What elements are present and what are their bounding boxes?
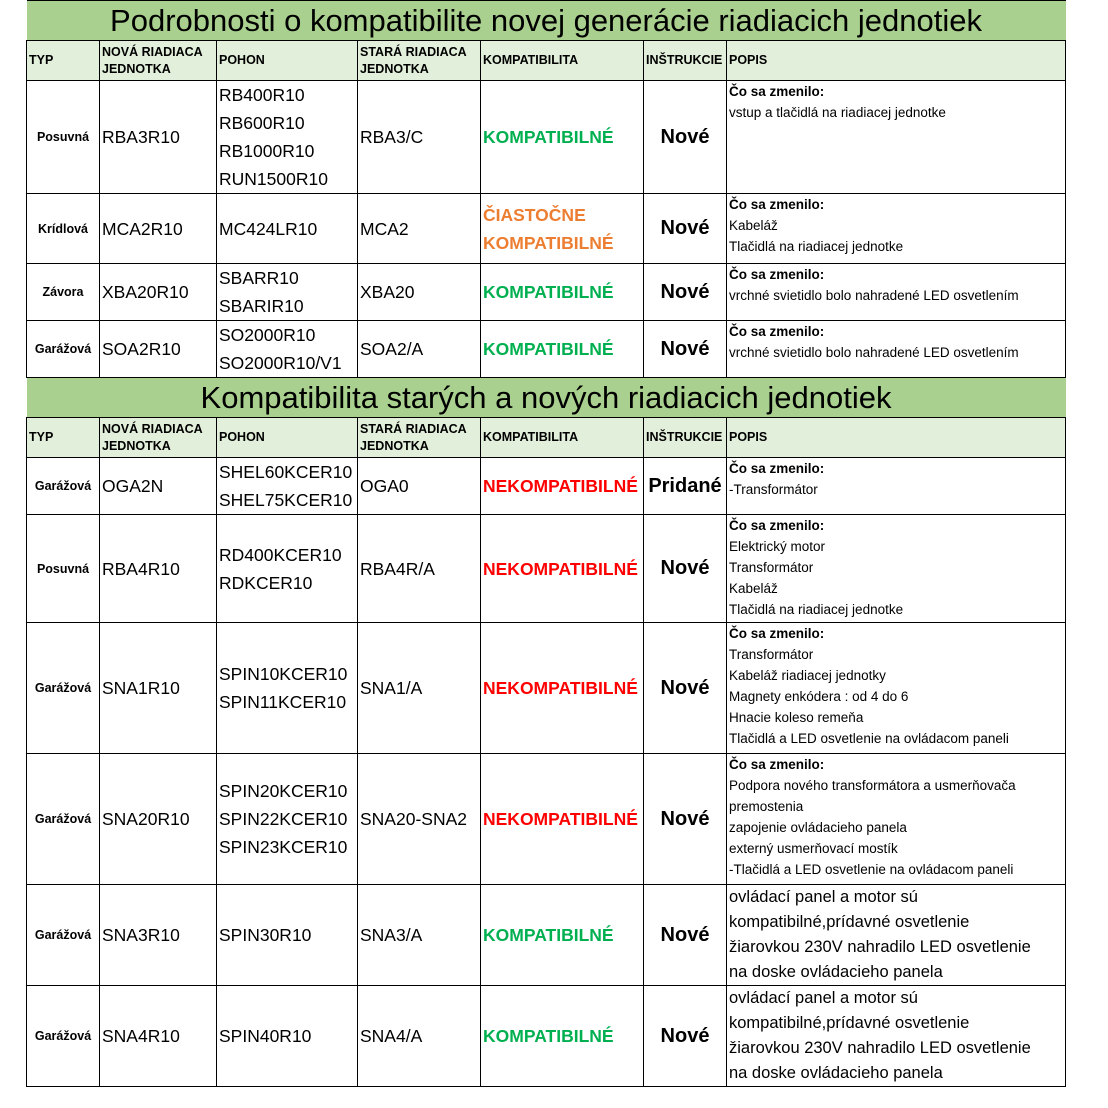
- description-cell: [727, 458, 1066, 515]
- column-header: STARÁ RIADIACA JEDNOTKA: [358, 41, 481, 81]
- drive-cell: [217, 81, 358, 194]
- description-cell: [727, 754, 1066, 885]
- new-unit-cell: SOA2R10: [100, 321, 217, 378]
- drive-cell: [217, 754, 358, 885]
- old-unit-cell: RBA4R/A: [358, 515, 481, 623]
- description-line: Elektrický motor: [729, 539, 826, 554]
- description-line: Kabeláž: [729, 218, 778, 233]
- table-row: [27, 81, 1066, 194]
- type-cell: Závora: [27, 264, 100, 321]
- drive-model: SO2000R10/V1: [219, 353, 342, 373]
- drive-model: SPIN40R10: [219, 1026, 312, 1046]
- column-header: POHON: [217, 418, 358, 458]
- header-row: [27, 41, 1066, 81]
- section-title: Podrobnosti o kompatibilite novej generácie riadiacich jednotiek: [27, 1, 1066, 41]
- compatibility-status: NEKOMPATIBILNÉ: [483, 809, 638, 829]
- instructions-cell: Nové: [644, 623, 727, 754]
- new-unit-cell: XBA20R10: [100, 264, 217, 321]
- description-line: Tlačidlá na riadiacej jednotke: [729, 602, 904, 617]
- table-row: [27, 986, 1066, 1087]
- description-cell: [727, 515, 1066, 623]
- compatibility-cell: [481, 458, 644, 515]
- description-heading: Čo sa zmenilo:: [729, 84, 825, 99]
- old-unit-cell: RBA3/C: [358, 81, 481, 194]
- table-row: [27, 264, 1066, 321]
- description-line: vstup a tlačidlá na riadiacej jednotke: [729, 105, 946, 120]
- column-header: POHON: [217, 41, 358, 81]
- type-cell: Garážová: [27, 458, 100, 515]
- description-cell: [727, 623, 1066, 754]
- description-line: kompatibilné,prídavné osvetlenie: [729, 1014, 970, 1032]
- description-line: zapojenie ovládacieho panela: [729, 820, 907, 835]
- old-unit-cell: SOA2/A: [358, 321, 481, 378]
- instructions-cell: Pridané: [644, 458, 727, 515]
- compatibility-cell: [481, 986, 644, 1087]
- description-heading: Čo sa zmenilo:: [729, 197, 825, 212]
- old-unit-cell: OGA0: [358, 458, 481, 515]
- description-cell: [727, 321, 1066, 378]
- old-unit-cell: SNA3/A: [358, 885, 481, 986]
- header-row: [27, 418, 1066, 458]
- type-cell: Garážová: [27, 623, 100, 754]
- compatibility-status: KOMPATIBILNÉ: [483, 232, 614, 253]
- description-line: -Tlačidlá a LED osvetlenie na ovládacom paneli: [729, 862, 1014, 877]
- type-cell: Garážová: [27, 986, 100, 1087]
- compatibility-status: KOMPATIBILNÉ: [483, 925, 614, 945]
- compatibility-cell: [481, 321, 644, 378]
- drive-model: SPIN22KCER10: [219, 809, 348, 829]
- description-line: Transformátor: [729, 647, 814, 662]
- drive-model: RDKCER10: [219, 572, 313, 593]
- drive-model: RUN1500R10: [219, 169, 328, 189]
- description-line: na doske ovládacieho panela: [729, 963, 943, 981]
- description-cell: [727, 194, 1066, 264]
- description-cell: [727, 264, 1066, 321]
- new-unit-cell: SNA3R10: [100, 885, 217, 986]
- compatibility-status: NEKOMPATIBILNÉ: [483, 476, 638, 496]
- old-unit-cell: MCA2: [358, 194, 481, 264]
- drive-model: SO2000R10: [219, 325, 316, 345]
- description-cell: [727, 81, 1066, 194]
- compatibility-cell: [481, 754, 644, 885]
- description-line: vrchné svietidlo bolo nahradené LED osvetlením: [729, 288, 1019, 303]
- type-cell: Posuvná: [27, 81, 100, 194]
- drive-model: SHEL60KCER10: [219, 462, 353, 482]
- column-header: KOMPATIBILITA: [481, 41, 644, 81]
- new-unit-cell: RBA3R10: [100, 81, 217, 194]
- compatibility-cell: [481, 81, 644, 194]
- drive-model: MC424LR10: [219, 218, 318, 239]
- old-unit-cell: SNA1/A: [358, 623, 481, 754]
- drive-model: RB1000R10: [219, 141, 315, 161]
- type-cell: Krídlová: [27, 194, 100, 264]
- table-row: [27, 515, 1066, 623]
- description-line: Transformátor: [729, 560, 814, 575]
- column-header: NOVÁ RIADIACA JEDNOTKA: [100, 418, 217, 458]
- compatibility-status: KOMPATIBILNÉ: [483, 127, 614, 147]
- drive-cell: [217, 458, 358, 515]
- section-title: Kompatibilita starých a nových riadiacich jednotiek: [27, 378, 1066, 418]
- description-line: ovládací panel a motor sú: [729, 989, 918, 1007]
- instructions-cell: Nové: [644, 885, 727, 986]
- new-unit-cell: SNA4R10: [100, 986, 217, 1087]
- drive-cell: [217, 515, 358, 623]
- instructions-cell: Nové: [644, 264, 727, 321]
- drive-model: SHEL75KCER10: [219, 490, 353, 510]
- type-cell: Posuvná: [27, 515, 100, 623]
- compatibility-table: [26, 0, 1066, 1087]
- column-header: NOVÁ RIADIACA JEDNOTKA: [100, 41, 217, 81]
- new-unit-cell: SNA20R10: [100, 754, 217, 885]
- old-unit-cell: SNA20-SNA2: [358, 754, 481, 885]
- description-heading: Čo sa zmenilo:: [729, 626, 825, 641]
- old-unit-cell: XBA20: [358, 264, 481, 321]
- column-header: INŠTRUKCIE: [644, 418, 727, 458]
- description-line: vrchné svietidlo bolo nahradené LED osvetlením: [729, 345, 1019, 360]
- table-row: [27, 458, 1066, 515]
- old-unit-cell: SNA4/A: [358, 986, 481, 1087]
- drive-model: SPIN30R10: [219, 925, 312, 945]
- compatibility-status: KOMPATIBILNÉ: [483, 339, 614, 359]
- table-row: [27, 623, 1066, 754]
- description-line: Hnacie koleso remeňa: [729, 710, 864, 725]
- description-cell: [727, 986, 1066, 1087]
- description-heading: Čo sa zmenilo:: [729, 518, 825, 533]
- instructions-cell: Nové: [644, 321, 727, 378]
- description-line: žiarovkou 230V nahradilo LED osvetlenie: [729, 1039, 1031, 1057]
- description-line: externý usmerňovací mostík: [729, 841, 898, 856]
- compatibility-status: NEKOMPATIBILNÉ: [483, 558, 638, 579]
- description-line: Magnety enkódera : od 4 do 6: [729, 689, 909, 704]
- type-cell: Garážová: [27, 754, 100, 885]
- drive-cell: [217, 885, 358, 986]
- compatibility-cell: [481, 194, 644, 264]
- drive-cell: [217, 623, 358, 754]
- description-line: Kabeláž riadiacej jednotky: [729, 668, 886, 683]
- instructions-cell: Nové: [644, 194, 727, 264]
- drive-model: SBARIR10: [219, 296, 304, 316]
- description-line: Kabeláž: [729, 581, 778, 596]
- drive-model: SPIN20KCER10: [219, 781, 348, 801]
- column-header: INŠTRUKCIE: [644, 41, 727, 81]
- type-cell: Garážová: [27, 321, 100, 378]
- description-line: Tlačidlá a LED osvetlenie na ovládacom paneli: [729, 731, 1009, 746]
- drive-cell: [217, 264, 358, 321]
- section-title-row: [27, 378, 1066, 418]
- new-unit-cell: RBA4R10: [100, 515, 217, 623]
- compatibility-cell: [481, 264, 644, 321]
- new-unit-cell: MCA2R10: [100, 194, 217, 264]
- column-header: STARÁ RIADIACA JEDNOTKA: [358, 418, 481, 458]
- description-heading: Čo sa zmenilo:: [729, 757, 825, 772]
- description-line: ovládací panel a motor sú: [729, 888, 918, 906]
- compatibility-status: ČIASTOČNE: [483, 204, 586, 225]
- description-line: žiarovkou 230V nahradilo LED osvetlenie: [729, 938, 1031, 956]
- drive-model: SPIN11KCER10: [219, 692, 347, 712]
- instructions-cell: Nové: [644, 986, 727, 1087]
- compatibility-cell: [481, 885, 644, 986]
- compatibility-status: KOMPATIBILNÉ: [483, 282, 614, 302]
- section-title-row: [27, 1, 1066, 41]
- column-header: TYP: [27, 41, 100, 81]
- drive-cell: [217, 321, 358, 378]
- column-header: TYP: [27, 418, 100, 458]
- description-cell: [727, 885, 1066, 986]
- compatibility-sheet: [26, 0, 1065, 1087]
- description-heading: Čo sa zmenilo:: [729, 461, 825, 476]
- compatibility-cell: [481, 515, 644, 623]
- drive-cell: [217, 986, 358, 1087]
- drive-model: RD400KCER10: [219, 544, 342, 565]
- drive-model: SBARR10: [219, 268, 299, 288]
- new-unit-cell: OGA2N: [100, 458, 217, 515]
- description-line: Tlačidlá na riadiacej jednotke: [729, 239, 904, 254]
- description-line: Podpora nového transformátora a usmerňovača: [729, 778, 1016, 793]
- table-row: [27, 194, 1066, 264]
- instructions-cell: Nové: [644, 754, 727, 885]
- description-heading: Čo sa zmenilo:: [729, 324, 825, 339]
- compatibility-status: KOMPATIBILNÉ: [483, 1026, 614, 1046]
- drive-model: RB600R10: [219, 113, 305, 133]
- description-line: -Transformátor: [729, 482, 818, 497]
- description-heading: Čo sa zmenilo:: [729, 267, 825, 282]
- compatibility-status: NEKOMPATIBILNÉ: [483, 678, 638, 698]
- drive-model: RB400R10: [219, 85, 305, 105]
- drive-model: SPIN23KCER10: [219, 837, 348, 857]
- drive-model: SPIN10KCER10: [219, 664, 348, 684]
- type-cell: Garážová: [27, 885, 100, 986]
- drive-cell: [217, 194, 358, 264]
- column-header: KOMPATIBILITA: [481, 418, 644, 458]
- column-header: POPIS: [727, 418, 1066, 458]
- instructions-cell: Nové: [644, 81, 727, 194]
- instructions-cell: Nové: [644, 515, 727, 623]
- compatibility-cell: [481, 623, 644, 754]
- description-line: premostenia: [729, 799, 804, 814]
- description-line: na doske ovládacieho panela: [729, 1064, 943, 1082]
- table-row: [27, 885, 1066, 986]
- description-line: kompatibilné,prídavné osvetlenie: [729, 913, 970, 931]
- column-header: POPIS: [727, 41, 1066, 81]
- new-unit-cell: SNA1R10: [100, 623, 217, 754]
- table-row: [27, 321, 1066, 378]
- table-row: [27, 754, 1066, 885]
